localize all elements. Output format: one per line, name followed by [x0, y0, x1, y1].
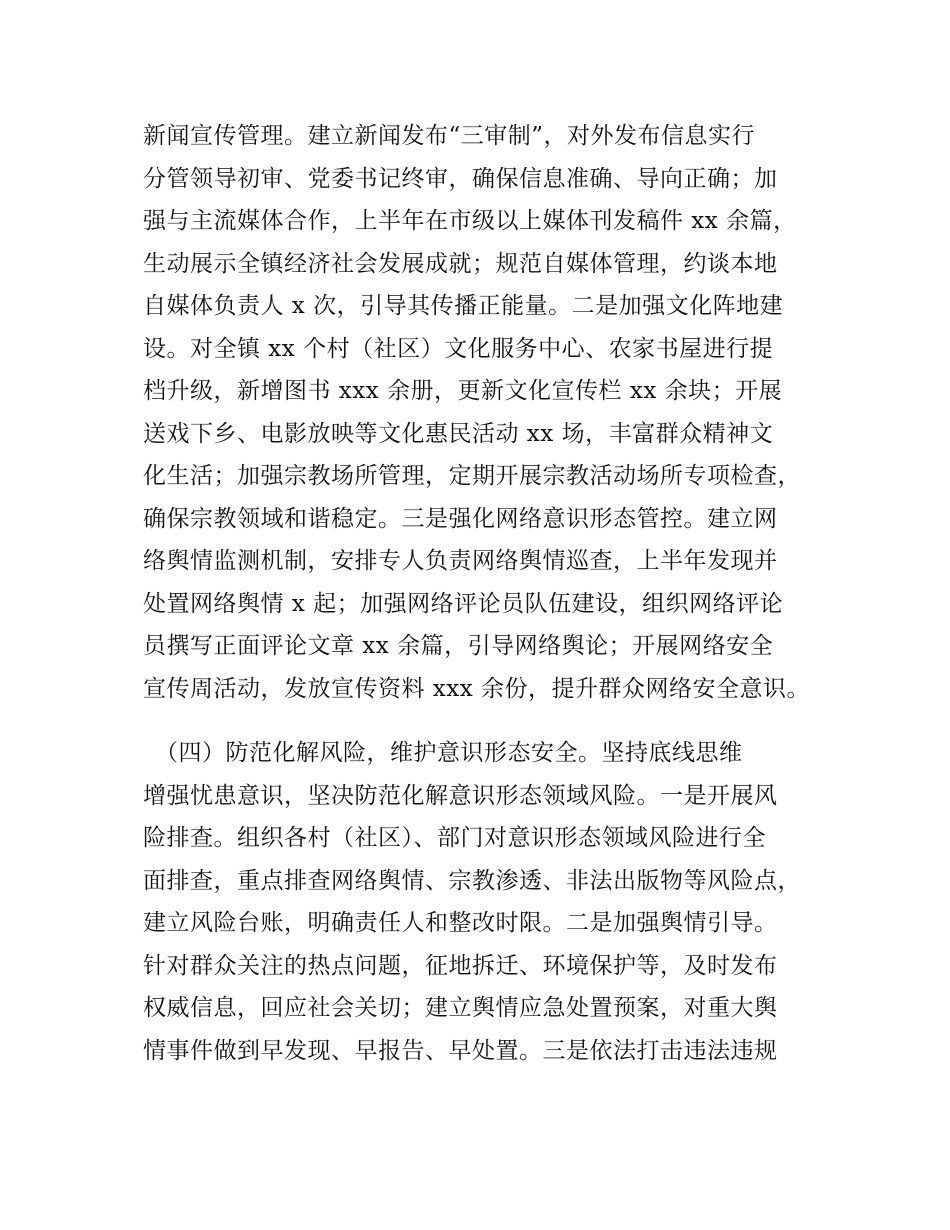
text-line: （四）防范化解风险，维护意识形态安全。坚持底线思维: [143, 740, 743, 766]
text-line: 新闻宣传管理。建立新闻发布“三审制”，对外发布信息实行: [143, 123, 756, 149]
text-line: 生动展示全镇经济社会发展成就；规范自媒体管理，约谈本地: [143, 250, 778, 277]
text-line: 自媒体负责人 x 次，引导其传播正能量。二是加强文化阵地建: [143, 293, 784, 319]
text-line: 建立风险台账，明确责任人和整改时限。二是加强舆情引导。: [143, 910, 778, 936]
text-line: 险排查。组织各村（社区）、部门对意识形态领域风险进行全: [143, 825, 766, 851]
text-line: 权威信息，回应社会关切；建立舆情应急处置预案，对重大舆: [143, 995, 778, 1021]
text-line: 针对群众关注的热点问题，征地拆迁、环境保护等，及时发布: [143, 952, 778, 979]
text-line: 增强忧患意识，坚决防范化解意识形态领域风险。一是开展风: [143, 782, 778, 809]
text-line: 情事件做到早发现、早报告、早处置。三是依法打击违法违规: [143, 1037, 778, 1064]
text-line: 宣传周活动，发放宣传资料 xxx 余份，提升群众网络安全意识。: [143, 675, 811, 702]
text-line: 处置网络舆情 x 起；加强网络评论员队伍建设，组织网络评论: [143, 590, 784, 617]
text-line: 员撰写正面评论文章 xx 余篇，引导网络舆论；开展网络安全: [143, 633, 774, 659]
text-line: 设。对全镇 xx 个村（社区）文化服务中心、农家书屋进行提: [143, 335, 774, 362]
text-line: 档升级，新增图书 xxx 余册，更新文化宣传栏 xx 余块；开展: [143, 378, 783, 404]
paragraph-continuation: [143, 115, 833, 710]
text-line: 络舆情监测机制，安排专人负责网络舆情巡查，上半年发现并: [143, 548, 778, 574]
paragraph-section-four: [143, 732, 833, 1072]
text-line: 强与主流媒体合作，上半年在市级以上媒体刊发稿件 xx 余篇，: [143, 208, 797, 234]
text-line: 送戏下乡、电影放映等文化惠民活动 xx 场，丰富群众精神文: [143, 420, 774, 447]
text-line: 化生活；加强宗教场所管理，定期开展宗教活动场所专项检查，: [143, 463, 801, 489]
text-line: 面排查，重点排查网络舆情、宗教渗透、非法出版物等风险点，: [143, 867, 801, 894]
text-line: 确保宗教领域和谐稳定。三是强化网络意识形态管控。建立网: [143, 505, 778, 532]
text-line: 分管领导初审、党委书记终审，确保信息准确、导向正确；加: [143, 165, 778, 192]
